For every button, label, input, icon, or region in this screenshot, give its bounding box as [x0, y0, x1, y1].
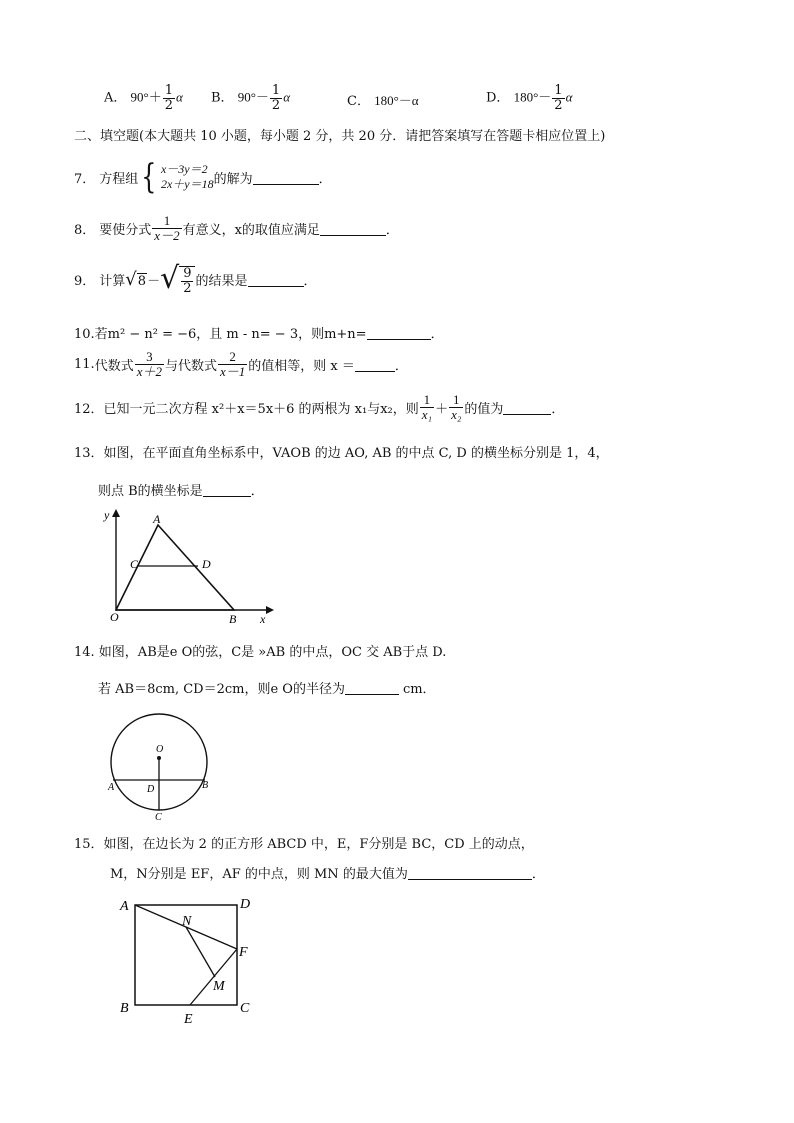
- figure-13: [98, 505, 278, 625]
- question-8: 8． 要使分式 $\frac{1}{x-2}$ 有意义，x的取值应满足 ．: [74, 213, 399, 243]
- answer-blank[interactable]: [367, 325, 431, 340]
- label-o: O: [110, 610, 119, 624]
- fraction-1: $\frac{3}{x+2}$: [136, 349, 162, 379]
- question-14-line-2: 若 AB＝8cm, CD＝2cm，则e O的半径为 cm．: [98, 682, 436, 697]
- label-c: C: [240, 1001, 250, 1016]
- question-7: 7． 方程组 { x－3y＝2 2x＋y＝18 的解为 ．: [74, 157, 332, 197]
- choice-d-fraction: $\frac{1}{2}$: [554, 83, 563, 113]
- y-axis-arrow-icon: [112, 509, 120, 517]
- question-12: 12．已知一元二次方程 x²＋x＝5x＋6 的两根为 x₁与x₂，则 $\frac{1}{\text{x₁}}$ ＋ $\frac{1}{\text{x₂}}$ 的值为 ．: [74, 392, 565, 422]
- label-a: A: [153, 512, 161, 526]
- choice-b-fraction: $\frac{1}{2}$: [271, 83, 281, 113]
- question-9: 9． 计算 √ 8 － √ $\frac{9}{2}$ 的结果是 ．: [74, 261, 317, 296]
- choice-d-math: 180°－: [513, 89, 552, 105]
- choice-c-label: C．: [347, 94, 370, 109]
- radical-icon: √: [125, 268, 137, 290]
- label-y: y: [104, 508, 110, 522]
- label-m: M: [213, 979, 225, 994]
- answer-blank[interactable]: [408, 865, 532, 880]
- figure-14: [104, 712, 214, 822]
- label-b: B: [120, 1001, 129, 1016]
- segment-mn: [186, 927, 215, 977]
- answer-blank[interactable]: [503, 400, 551, 415]
- question-11: 11. 代数式 $\frac{3}{x+2}$ 与代数式 $\frac{2}{x-1}$ 的值相等，则 x ＝ ．: [74, 349, 408, 379]
- fraction: $\frac{1}{x-2}$: [154, 213, 180, 243]
- choice-d: D． 180°－ $\frac{1}{2}$ α: [486, 83, 573, 113]
- question-14-line-1: 14. 如图，AB是e O的弦，C是 »AB 的中点，OC 交 AB于点 D.: [74, 645, 447, 660]
- label-c: C: [130, 557, 139, 571]
- label-a: A: [120, 899, 129, 914]
- answer-blank[interactable]: [253, 170, 319, 185]
- equation-system: [138, 157, 214, 197]
- equation-2: 2x＋y＝18: [160, 177, 214, 191]
- question-15-line-2: M，N分别是 EF，AF 的中点，则 MN 的最大值为 ．: [110, 867, 545, 882]
- brace-icon: {: [141, 157, 157, 197]
- label-a: A: [108, 782, 115, 793]
- choice-b-math: 90°－: [237, 89, 269, 105]
- label-f: F: [239, 945, 248, 960]
- question-10: 10.若m² − n² = −6，且 m - n= − 3，则m+n= ．: [74, 327, 444, 342]
- question-15-line-1: 15．如图，在边长为 2 的正方形 ABCD 中，E，F分别是 BC，CD 上的动点，: [74, 837, 534, 852]
- choice-a: A． 90°＋ $\frac{1}{2}$ α: [104, 83, 183, 113]
- choice-b-label: B．: [211, 90, 234, 106]
- choice-c-math: 180°－α: [374, 93, 419, 108]
- section-heading: 二、填空题(本大题共 10 小题，每小题 2 分，共 20 分．请把答案填写在答题卡相应位置上): [74, 129, 606, 144]
- answer-blank[interactable]: [203, 482, 251, 497]
- figure-15: [116, 892, 266, 1026]
- label-d: D: [147, 784, 155, 795]
- label-o: O: [156, 744, 164, 755]
- segment-ef: [190, 949, 237, 1005]
- fraction-2: $\frac{1}{\text{x₂}}$: [451, 392, 462, 422]
- answer-blank[interactable]: [345, 680, 399, 695]
- sqrt-8: √ 8: [125, 268, 147, 290]
- equation-1: x－3y＝2: [160, 162, 208, 176]
- center-point: [157, 756, 161, 760]
- sqrt-fraction: √ $\frac{9}{2}$: [160, 264, 195, 295]
- label-b: B: [229, 612, 237, 625]
- answer-blank[interactable]: [320, 221, 386, 236]
- label-n: N: [182, 914, 192, 929]
- question-13-line-2: 则点 B的横坐标是 ．: [98, 484, 264, 499]
- label-b: B: [202, 780, 209, 791]
- choice-a-math: 90°＋: [130, 89, 162, 105]
- fraction-2: $\frac{2}{x-1}$: [220, 349, 246, 379]
- label-x: x: [260, 612, 266, 625]
- answer-blank[interactable]: [248, 272, 304, 287]
- question-13-line-1: 13．如图，在平面直角坐标系中，VAOB 的边 AO, AB 的中点 C, D 的横坐标分别是 1，4，: [74, 446, 609, 461]
- fraction-1: $\frac{1}{\text{x₁}}$: [421, 392, 433, 422]
- choice-b: B． 90°－ $\frac{1}{2}$ α: [211, 83, 291, 113]
- label-c: C: [155, 812, 162, 822]
- choice-a-label: A．: [104, 90, 127, 106]
- choice-a-fraction: $\frac{1}{2}$: [164, 83, 174, 113]
- label-e: E: [184, 1012, 193, 1026]
- x-axis-arrow-icon: [266, 606, 274, 614]
- label-d: D: [202, 557, 211, 571]
- choice-d-label: D．: [486, 90, 510, 106]
- answer-blank[interactable]: [355, 357, 395, 372]
- label-d: D: [240, 897, 251, 912]
- radical-icon: √: [160, 261, 180, 296]
- choice-c: [347, 90, 419, 109]
